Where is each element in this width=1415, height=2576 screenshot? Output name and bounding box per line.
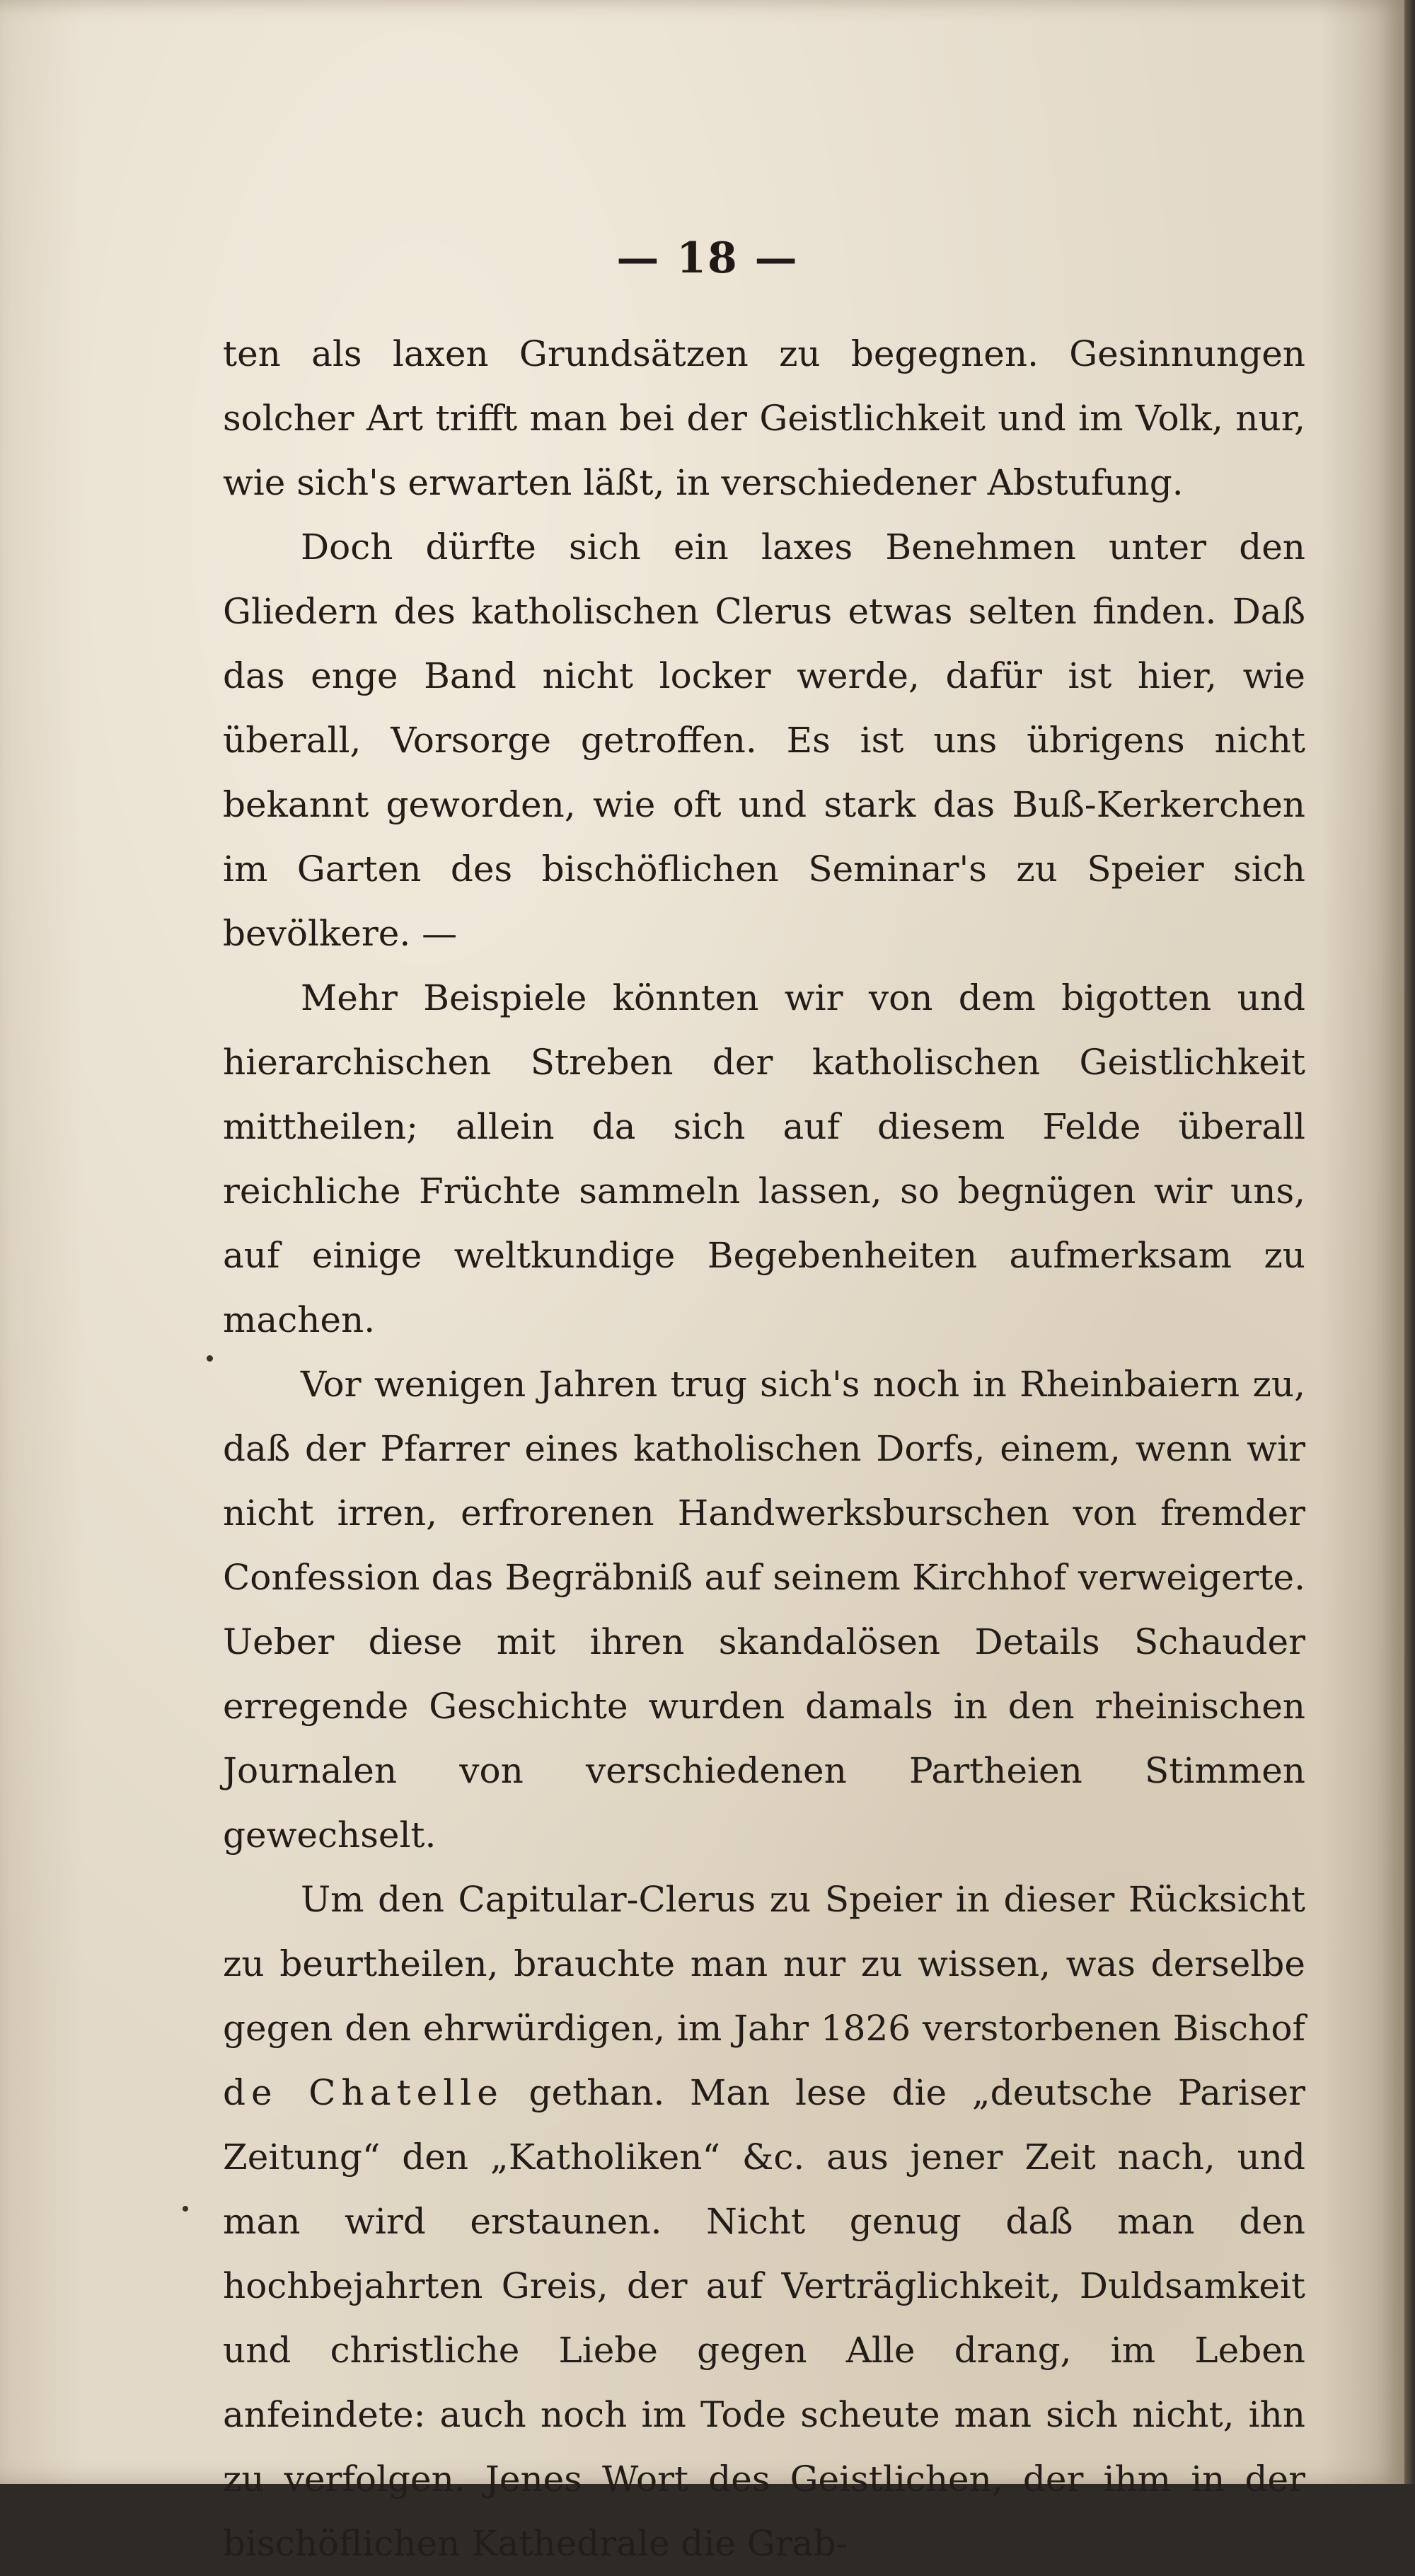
paragraph-4: Vor wenigen Jahren trug sich's noch in Rheinbaiern zu, daß der Pfarrer eines katholischen Dorfs, einem, wenn wir nicht irren, erfrorenen Handwerksburschen von fremder Confession das Begräbniß auf seinem Kirchhof verweigerte. Ueber diese mit ihren skandalösen Details Schauder erregende Geschichte wurden damals in den rheinischen Journalen von verschiedenen Partheien Stimmen gewechselt. [223, 1364, 1305, 1856]
paper-speck [207, 1355, 213, 1362]
paragraph-3: Mehr Beispiele könnten wir von dem bigotten und hierarchischen Streben der katholischen Geistlichkeit mittheilen; allein da sich auf diesem Felde überall reichliche Früchte sammeln lassen, so begnügen wir uns, auf einige weltkundige Begebenheiten aufmerksam zu machen. [223, 977, 1305, 1340]
paragraph-5-before: Um den Capitular-Clerus zu Speier in dieser Rücksicht zu beurtheilen, brauchte man nur zu wissen, was derselbe gegen den ehrwürdigen, im Jahr 1826 verstorbenen Bischof [223, 1879, 1305, 2049]
paragraph-2: Doch dürfte sich ein laxes Benehmen unter den Gliedern des katholischen Clerus etwas selten finden. Daß das enge Band nicht locker werde, dafür ist hier, wie überall, Vorsorge getroffen. Es ist uns übrigens nicht bekannt geworden, wie oft und stark das Buß-Kerkerchen im Garten des bischöflichen Seminar's zu Speier sich bevölkere. — [223, 527, 1305, 954]
paragraph-1: ten als laxen Grundsätzen zu begegnen. Gesinnungen solcher Art trifft man bei der Geistlichkeit und im Volk, nur, wie sich's erwarten läßt, in verschiedener Abstufung. [223, 333, 1305, 503]
bishop-name: de Chatelle [223, 2072, 504, 2113]
paragraph-5 [223, 1868, 1305, 2576]
body-text [223, 322, 1305, 2576]
paragraph-5-after: gethan. Man lese die „deutsche Pariser Zeitung“ den „Katholiken“ &c. aus jener Zeit nach, und man wird erstaunen. Nicht genug daß man den hochbejahrten Greis, der auf Verträglichkeit, Duldsamkeit und christliche Liebe gegen Alle drang, im Leben anfeindete: auch noch im Tode scheute man sich nicht, ihn zu verfolgen. Jenes Wort des Geistlichen, der ihm in der bischöflichen Kathedrale die Grab- [223, 2072, 1305, 2564]
page-number-header: — 18 — [616, 234, 799, 283]
paper-speck [183, 2206, 188, 2212]
page-edge-shadow [1404, 0, 1415, 2484]
